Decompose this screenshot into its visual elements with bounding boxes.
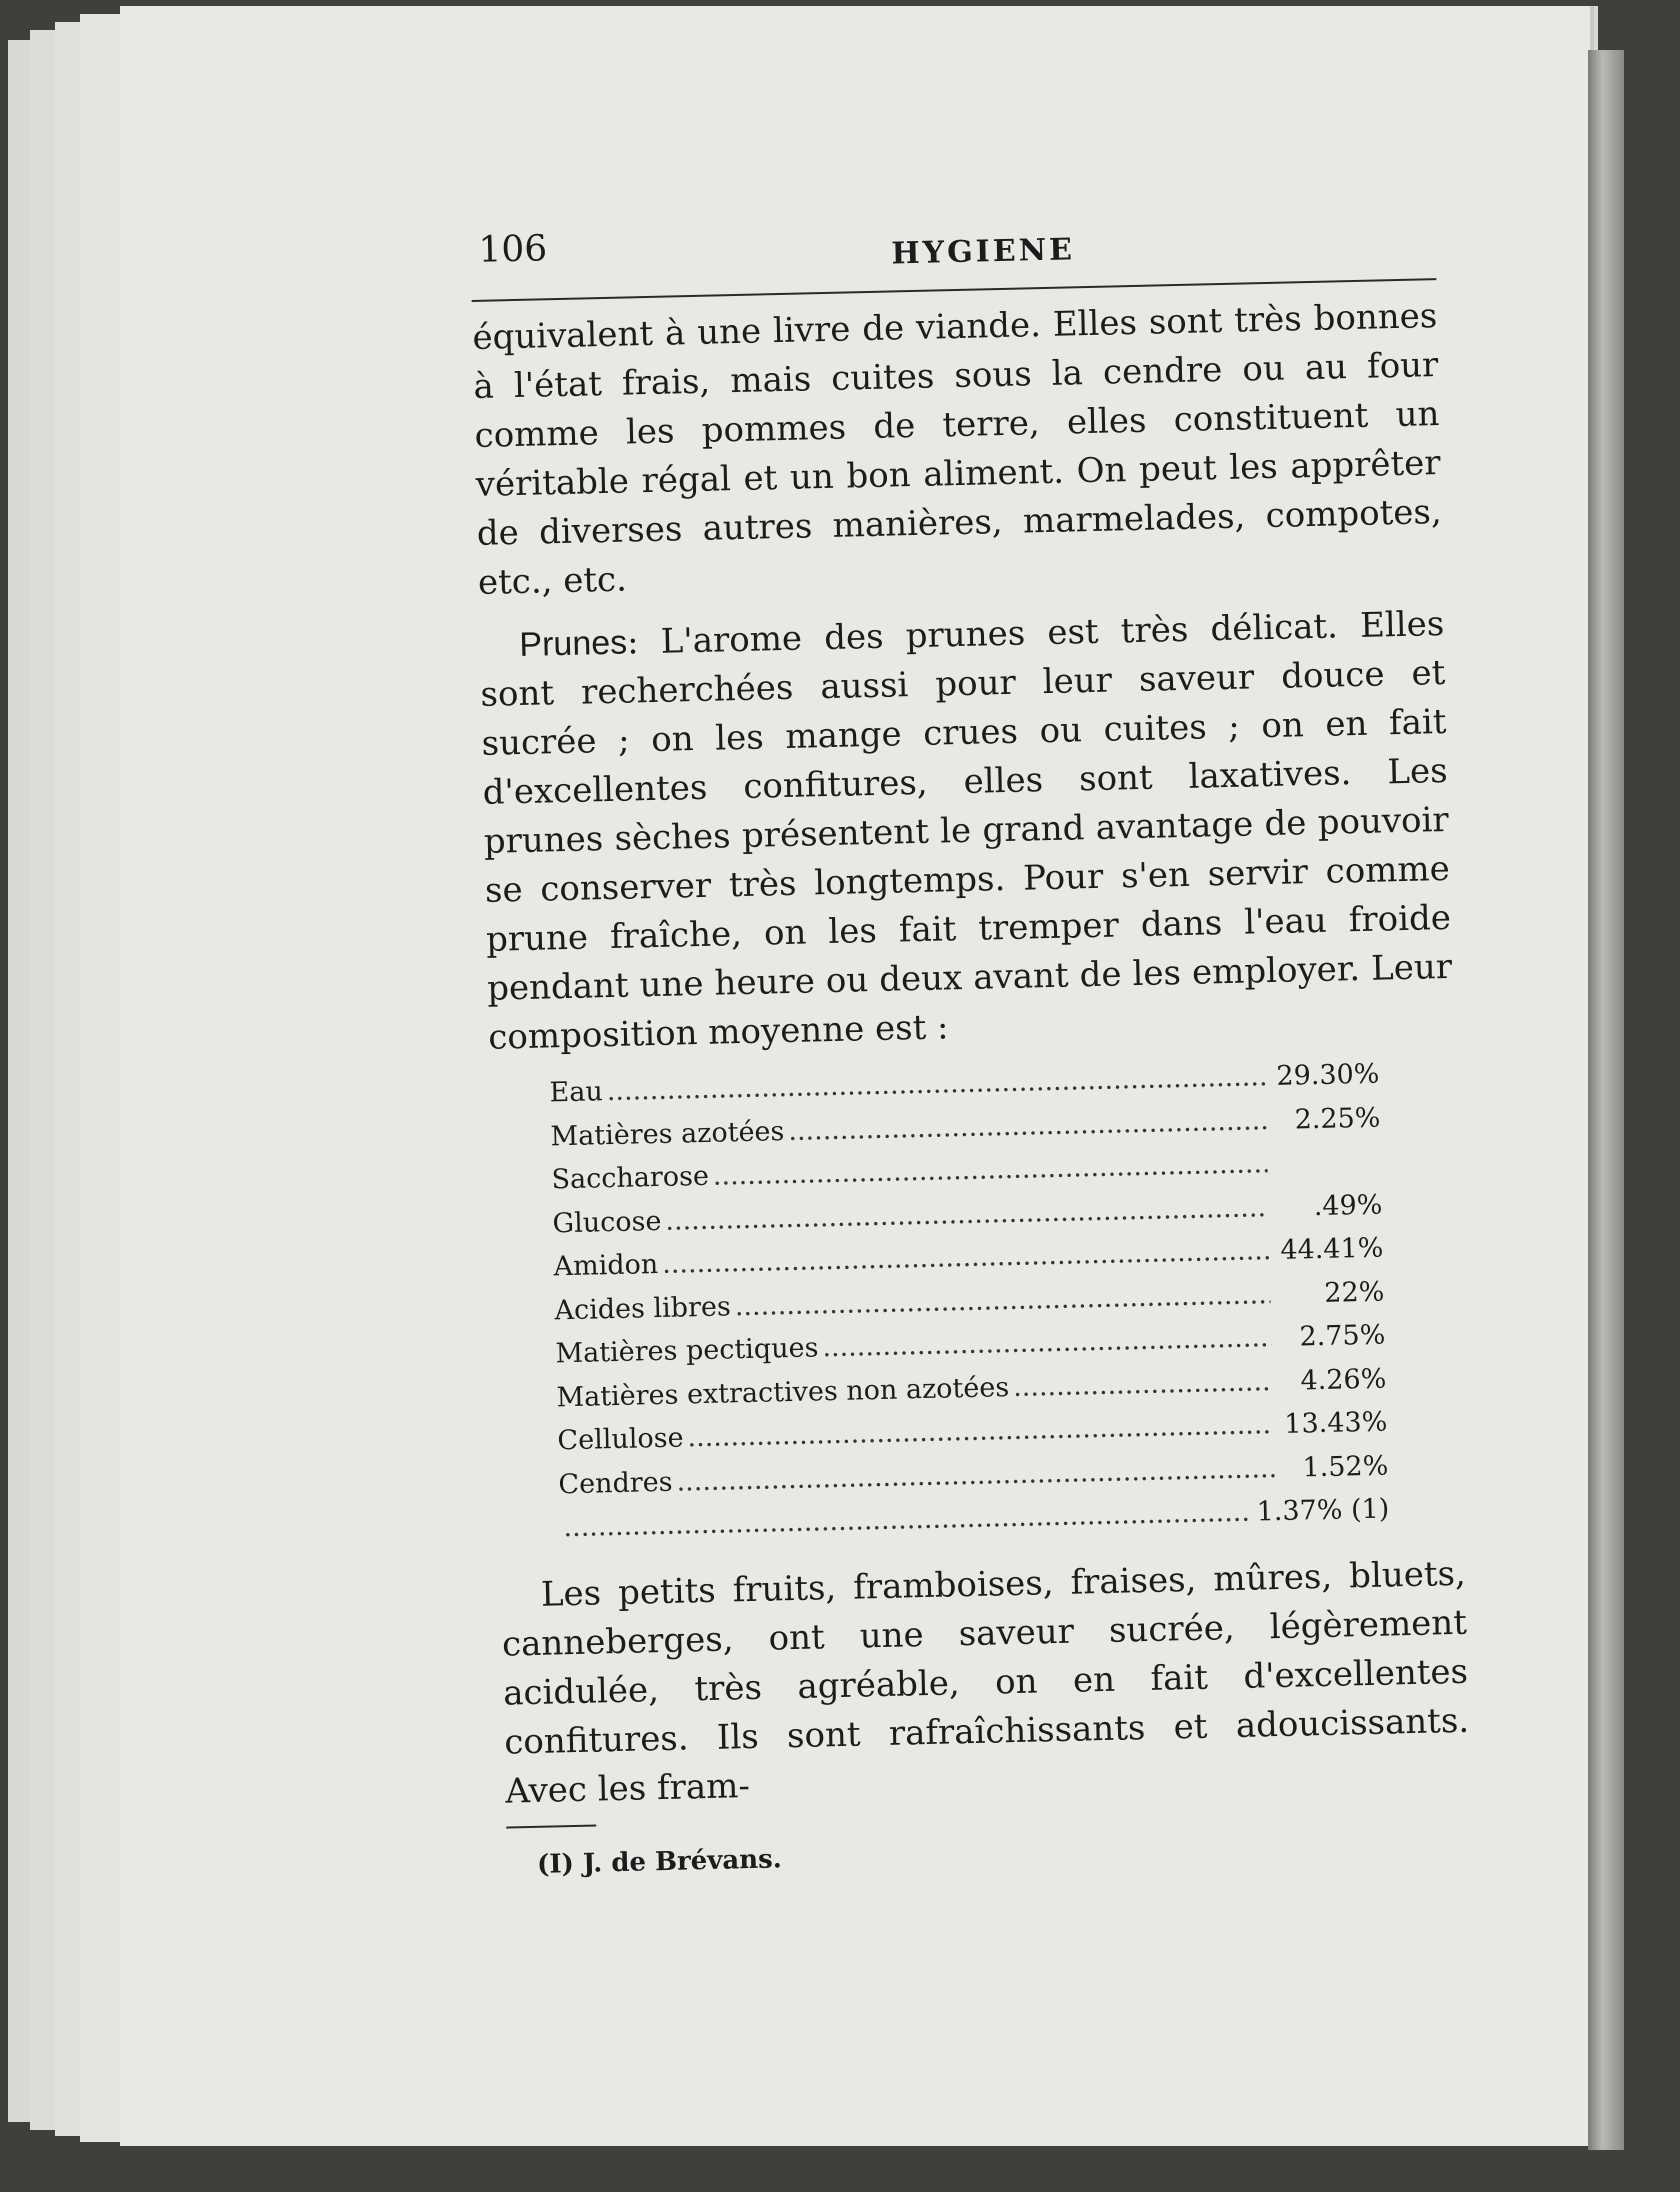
component-name: Acides libres: [554, 1290, 732, 1326]
component-name: Cendres: [558, 1466, 673, 1500]
component-value: 29.30%: [1276, 1058, 1380, 1092]
component-name: Eau: [549, 1076, 604, 1109]
prunes-heading: Prunes: [518, 623, 628, 664]
component-value: 22%: [1323, 1276, 1385, 1309]
running-title: HYGIENE: [890, 232, 1076, 272]
composition-table: [549, 1059, 1390, 1556]
component-value: .49%: [1313, 1189, 1383, 1222]
book-spine: [1588, 50, 1624, 2150]
paragraph-prunes: [479, 600, 1454, 1063]
page-number: 106: [477, 228, 548, 271]
leader-dots: [1013, 1366, 1273, 1403]
prunes-text: : L'arome des prunes est très délicat. Elles sont recherchées aussi pour leur saveur douce et sucrée ; on les mange crues ou cuites ; on en fait d'excellentes confitures, elles sont laxatives. Les prunes sèches présentent le grand avantage de pouvoir se conserver très longtemps. Pour s'en servir comme prune fraîche, on les fait tremper dans l'eau froide pendant une heure ou deux avant de les employer. Leur composition moyenne est :: [480, 604, 1453, 1058]
component-value: 1.52%: [1302, 1449, 1389, 1483]
component-name: Matières azotées: [550, 1115, 785, 1152]
footnote-reference: (1): [1350, 1493, 1390, 1526]
paragraph-intro: équivalent à une livre de viande. Elles sont très bonnes à l'état frais, mais cuites sous la cendre ou au four comme les pommes de terre, elles constituent un véritable régal et un bon aliment. On peut les apprêter de diverses autres manières, marmelades, compotes, etc., etc.: [471, 296, 1443, 603]
page-content: [470, 208, 1472, 1880]
component-value: 4.26%: [1300, 1363, 1387, 1396]
component-name: Cellulose: [557, 1422, 684, 1457]
component-value-text: 1.37%: [1256, 1494, 1343, 1528]
component-name: Amidon: [553, 1249, 659, 1283]
component-name: Matières pectiques: [555, 1332, 819, 1370]
component-name: Glucose: [552, 1205, 662, 1239]
footnote-rule: [506, 1824, 596, 1828]
leader-dots: [606, 1061, 1265, 1107]
component-name: Matières extractives non azotées: [556, 1371, 1010, 1413]
component-value: 44.41%: [1280, 1232, 1384, 1266]
component-name: Saccharose: [551, 1160, 710, 1196]
paragraph-petits-fruits: Les petits fruits, framboises, fraises, mûres, bluets, canneberges, ont une saveur sucrée, légèrement acidulée, très agréable, on en fait d'excellentes confitures. Ils sont rafraîchissants et adoucissants. Avec les fram-: [501, 1553, 1470, 1812]
component-value: 2.25%: [1294, 1102, 1381, 1136]
component-value: 2.75%: [1299, 1319, 1386, 1353]
footnote: (I) J. de Brévans.: [536, 1843, 783, 1880]
component-value: 13.43%: [1284, 1406, 1388, 1440]
component-value: [1256, 1493, 1389, 1527]
